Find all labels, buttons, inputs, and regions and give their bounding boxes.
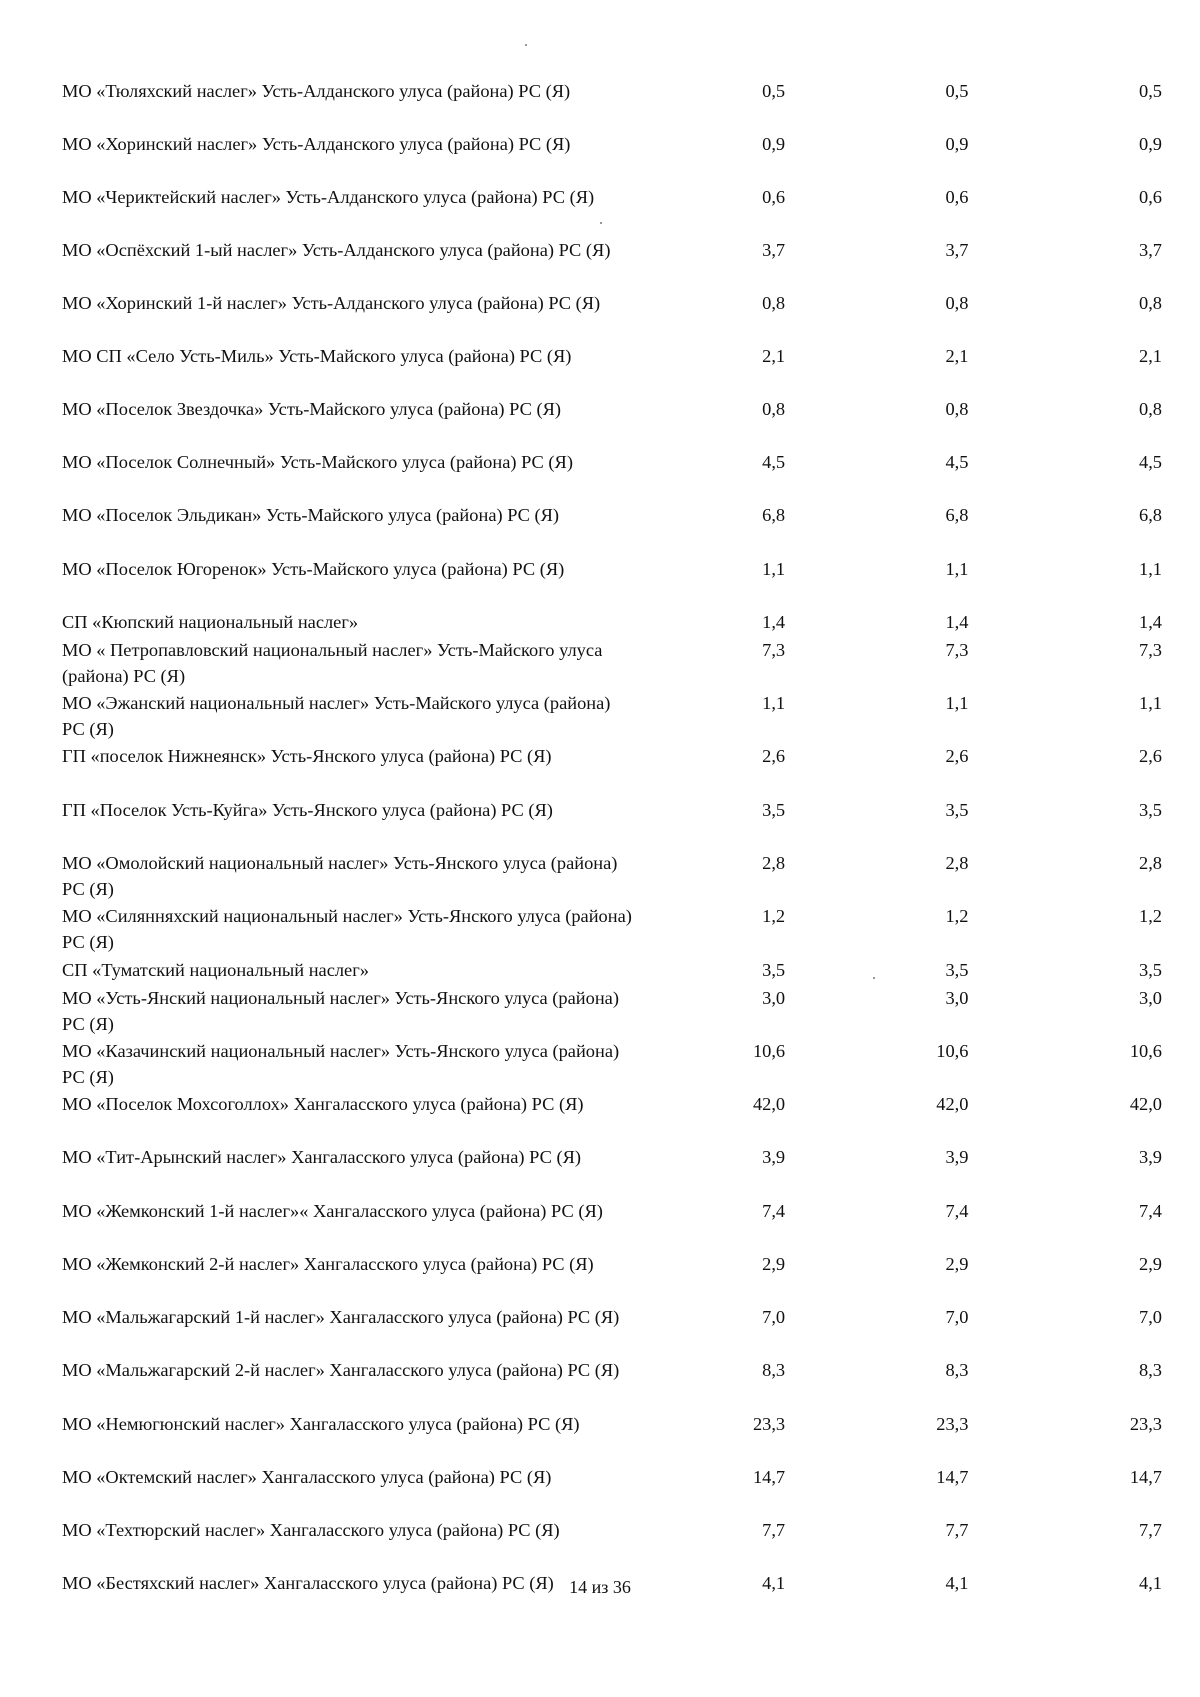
- table-row: [62, 742, 1162, 769]
- municipality-name: МО «Мальжагарский 2-й наслег» Хангаласского улуса (района) РС (Я): [62, 1360, 620, 1380]
- table-row: [62, 475, 1162, 528]
- value-v2: 0,6: [945, 187, 969, 207]
- value-v2: 0,8: [945, 399, 969, 419]
- table-row: [62, 1170, 1162, 1224]
- table-row: [62, 582, 1162, 635]
- value-v1: 42,0: [752, 1094, 786, 1114]
- municipality-name: МО «Хоринский наслег» Усть-Алданского улуса (района) РС (Я): [62, 134, 571, 154]
- table-row: [62, 422, 1162, 475]
- municipality-name: СП «Туматский национальный наслег»: [62, 960, 369, 980]
- municipality-name: МО «Поселок Югоренок» Усть-Майского улуса (района) РС (Я): [62, 559, 565, 579]
- value-v1: 23,3: [752, 1414, 786, 1434]
- table-row: [62, 1330, 1162, 1383]
- value-v1: 2,8: [762, 853, 786, 873]
- value-v1: 4,1: [762, 1573, 786, 1593]
- value-v1: 10,6: [752, 1041, 786, 1061]
- value-v2: 0,8: [945, 293, 969, 313]
- value-v1: 14,7: [752, 1467, 786, 1487]
- table-row: [62, 104, 1162, 157]
- table-row: [62, 316, 1162, 369]
- table-row: [62, 1277, 1162, 1330]
- municipality-name: МО «Казачинский национальный наслег» Усть-Янского улуса (района) РС (Я): [62, 1041, 620, 1087]
- value-v2: 7,3: [945, 640, 969, 660]
- value-v2: 3,9: [945, 1147, 969, 1167]
- value-v3: 3,5: [1139, 800, 1162, 820]
- value-v2: 3,0: [945, 988, 969, 1008]
- value-v3: 1,4: [1139, 612, 1162, 632]
- value-v1: 0,9: [762, 134, 786, 154]
- value-v3: 3,0: [1139, 988, 1162, 1008]
- page-number: 14 из 36: [569, 1577, 631, 1597]
- value-v3: 7,7: [1139, 1520, 1162, 1540]
- value-v2: 2,6: [945, 746, 969, 766]
- value-v2: 0,5: [945, 81, 969, 101]
- table-row: [62, 1490, 1162, 1543]
- municipality-name: МО «Немюгюнский наслег» Хангаласского улуса (района) РС (Я): [62, 1414, 580, 1434]
- value-v1: 1,1: [762, 559, 786, 579]
- value-v2: 1,1: [945, 559, 969, 579]
- value-v1: 3,7: [762, 240, 786, 260]
- value-v3: 2,9: [1139, 1254, 1162, 1274]
- value-v2: 7,0: [945, 1307, 969, 1327]
- municipality-name: МО «Октемский наслег» Хангаласского улуса (района) РС (Я): [62, 1467, 552, 1487]
- value-v2: 0,9: [945, 134, 969, 154]
- value-v2: 6,8: [945, 505, 969, 525]
- municipality-name: МО «Оспёхский 1-ый наслег» Усть-Алданского улуса (района) РС (Я): [62, 240, 611, 260]
- table-row: [62, 1383, 1162, 1437]
- value-v2: 42,0: [936, 1094, 969, 1114]
- value-v3: 7,4: [1139, 1201, 1162, 1221]
- value-v2: 2,9: [945, 1254, 969, 1274]
- municipality-name: МО «Омолойский национальный наслег» Усть-Янского улуса (района) РС (Я): [62, 853, 618, 899]
- table-row: [62, 1117, 1162, 1170]
- value-v2: 3,7: [945, 240, 969, 260]
- value-v1: 7,0: [762, 1307, 786, 1327]
- value-v2: 7,4: [945, 1201, 969, 1221]
- value-v1: 0,5: [762, 81, 786, 101]
- value-v3: 1,1: [1139, 693, 1162, 713]
- value-v3: 0,9: [1139, 134, 1162, 154]
- value-v1: 0,8: [762, 399, 786, 419]
- municipality-name: МО «Техтюрский наслег» Хангаласского улуса (района) РС (Я): [62, 1520, 560, 1540]
- value-v1: 3,0: [762, 988, 786, 1008]
- table-row: [62, 157, 1162, 210]
- value-v1: 3,5: [762, 960, 786, 980]
- value-v3: 2,8: [1139, 853, 1162, 873]
- table-row: [62, 369, 1162, 422]
- value-v3: 3,5: [1139, 960, 1162, 980]
- value-v2: 1,4: [945, 612, 969, 632]
- value-v3: 2,6: [1139, 746, 1162, 766]
- value-v2: 3,5: [945, 800, 969, 820]
- value-v3: 7,0: [1139, 1307, 1162, 1327]
- table-row: [62, 528, 1162, 582]
- value-v2: 7,7: [945, 1520, 969, 1540]
- value-v2: 2,1: [945, 346, 969, 366]
- table-row: [62, 955, 1162, 983]
- table-row: [62, 823, 1162, 902]
- value-v3: 4,1: [1139, 1573, 1162, 1593]
- municipality-name: МО «Силянняхский национальный наслег» Усть-Янского улуса (района) РС (Я): [62, 906, 632, 952]
- municipality-name: МО «Бестяхский наслег» Хангаласского улуса (района) РС (Я): [62, 1573, 554, 1593]
- value-v3: 1,2: [1139, 906, 1162, 926]
- value-v2: 4,5: [945, 452, 969, 472]
- table-row: [62, 210, 1162, 263]
- municipality-name: МО «Тюляхский наслег» Усть-Алданского улуса (района) РС (Я): [62, 81, 571, 101]
- value-v1: 2,1: [762, 346, 786, 366]
- value-v1: 1,1: [762, 693, 786, 713]
- table-row: [62, 1037, 1162, 1090]
- municipality-name: МО «Хоринский 1-й наслег» Усть-Алданского улуса (района) РС (Я): [62, 293, 601, 313]
- table-row: [62, 689, 1162, 742]
- value-v1: 7,4: [762, 1201, 786, 1221]
- value-v3: 2,1: [1139, 346, 1162, 366]
- municipality-name: МО «Тит-Арынский наслег» Хангаласского улуса (района) РС (Я): [62, 1147, 581, 1167]
- value-v3: 3,7: [1139, 240, 1162, 260]
- value-v3: 14,7: [1129, 1467, 1162, 1487]
- municipality-name: ГП «Поселок Усть-Куйга» Усть-Янского улуса (района) РС (Я): [62, 800, 553, 820]
- value-v3: 0,8: [1139, 293, 1162, 313]
- value-v3: 6,8: [1139, 505, 1162, 525]
- value-v2: 1,2: [945, 906, 969, 926]
- value-v1: 7,7: [762, 1520, 786, 1540]
- table-row: [62, 902, 1162, 955]
- municipality-name: МО «Эжанский национальный наслег» Усть-Майского улуса (района) РС (Я): [62, 693, 611, 739]
- table-body: [62, 0, 1162, 1596]
- table-row: [62, 635, 1162, 689]
- value-v3: 4,5: [1139, 452, 1162, 472]
- table-row: [62, 0, 1162, 104]
- value-v1: 8,3: [762, 1360, 786, 1380]
- table-row: [62, 263, 1162, 316]
- municipality-name: МО СП «Село Усть-Миль» Усть-Майского улуса (района) РС (Я): [62, 346, 572, 366]
- value-v3: 23,3: [1129, 1414, 1162, 1434]
- table-row: [62, 1090, 1162, 1117]
- value-v1: 1,4: [762, 612, 786, 632]
- value-v3: 1,1: [1139, 559, 1162, 579]
- value-v2: 10,6: [936, 1041, 969, 1061]
- municipality-name: МО «Жемконский 1-й наслег»« Хангаласского улуса (района) РС (Я): [62, 1201, 603, 1221]
- municipality-name: МО «Чериктейский наслег» Усть-Алданского улуса (района) РС (Я): [62, 187, 595, 207]
- value-v1: 0,6: [762, 187, 786, 207]
- municipality-name: СП «Кюпский национальный наслег»: [62, 612, 359, 632]
- value-v3: 3,9: [1139, 1147, 1162, 1167]
- value-v3: 0,5: [1139, 81, 1162, 101]
- table-row: [62, 769, 1162, 823]
- value-v3: 8,3: [1139, 1360, 1162, 1380]
- municipality-name: ГП «поселок Нижнеянск» Усть-Янского улуса (района) РС (Я): [62, 746, 552, 766]
- value-v1: 7,3: [762, 640, 786, 660]
- municipality-name: МО «Поселок Звездочка» Усть-Майского улуса (района) РС (Я): [62, 399, 561, 419]
- value-v2: 3,5: [945, 960, 969, 980]
- value-v1: 2,6: [762, 746, 786, 766]
- value-v1: 2,9: [762, 1254, 786, 1274]
- value-v1: 3,9: [762, 1147, 786, 1167]
- value-v3: 7,3: [1139, 640, 1162, 660]
- table-row: [62, 1224, 1162, 1277]
- municipality-name: МО «Жемконский 2-й наслег» Хангаласского улуса (района) РС (Я): [62, 1254, 594, 1274]
- value-v2: 14,7: [936, 1467, 969, 1487]
- municipality-name: МО «Поселок Солнечный» Усть-Майского улуса (района) РС (Я): [62, 452, 573, 472]
- value-v2: 4,1: [945, 1573, 969, 1593]
- value-v3: 0,6: [1139, 187, 1162, 207]
- value-v2: 1,1: [945, 693, 969, 713]
- value-v2: 2,8: [945, 853, 969, 873]
- municipality-name: МО «Мальжагарский 1-й наслег» Хангаласского улуса (района) РС (Я): [62, 1307, 620, 1327]
- municipality-name: МО «Поселок Мохсоголлох» Хангаласского улуса (района) РС (Я): [62, 1094, 584, 1114]
- value-v1: 1,2: [762, 906, 786, 926]
- value-v1: 0,8: [762, 293, 786, 313]
- municipality-name: МО «Поселок Эльдикан» Усть-Майского улуса (района) РС (Я): [62, 505, 560, 525]
- value-v1: 4,5: [762, 452, 786, 472]
- value-v1: 3,5: [762, 800, 786, 820]
- values-table: [62, 0, 1162, 1596]
- value-v3: 0,8: [1139, 399, 1162, 419]
- table-row: [62, 1437, 1162, 1490]
- value-v2: 23,3: [936, 1414, 969, 1434]
- table-row: [62, 983, 1162, 1037]
- value-v3: 10,6: [1129, 1041, 1162, 1061]
- municipality-name: МО « Петропавловский национальный наслег» Усть-Майского улуса (района) РС (Я): [62, 640, 603, 686]
- value-v3: 42,0: [1129, 1094, 1162, 1114]
- value-v2: 8,3: [945, 1360, 969, 1380]
- municipality-name: МО «Усть-Янский национальный наслег» Усть-Янского улуса (района) РС (Я): [62, 988, 619, 1034]
- value-v1: 6,8: [762, 505, 786, 525]
